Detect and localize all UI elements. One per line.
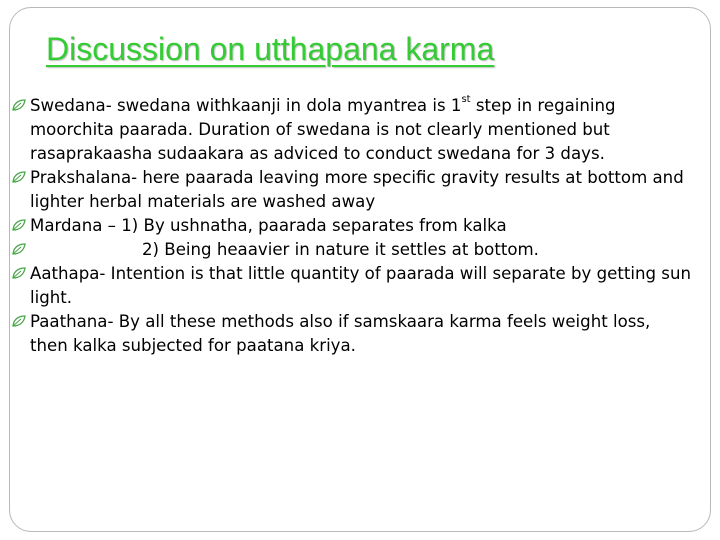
slide-title: Discussion on utthapana karma [46,31,495,67]
leaf-bullet-icon [12,262,30,286]
leaf-bullet-icon [12,214,30,238]
bullet-item-mardana-continued [12,238,692,262]
bullet-text-paathana: Paathana- By all these methods also if samskaara karma feels weight loss, then kalka subjected for paatana kriya. [30,312,651,355]
bullet-text-swedana-part1: Swedana- swedana withkaanji in dola myantrea is 1 [30,96,462,115]
leaf-bullet-icon [12,166,30,190]
leaf-bullet-icon [12,238,30,262]
bullet-item-aathapa [12,262,692,310]
bullet-text-mardana: Mardana – 1) By ushnatha, paarada separates from kalka [30,216,507,235]
bullet-list [12,94,692,358]
bullet-text-aathapa: Aathapa- Intention is that little quantity of paarada will separate by getting sun light. [30,264,691,307]
bullet-text-swedana-part2: step in regaining moorchita paarada. Duration of swedana is not clearly mentioned but rasaprakaasha sudaakara as adviced to conduct swedana for 3 days. [30,96,616,163]
bullet-text-swedana-superscript: st [461,94,471,106]
bullet-item-paathana [12,310,692,358]
bullet-item-swedana [12,94,692,166]
leaf-bullet-icon [12,94,30,118]
bullet-text-mardana-continued: 2) Being heaavier in nature it settles at bottom. [142,240,539,259]
bullet-text-prakshalana: Prakshalana- here paarada leaving more specific gravity results at bottom and lighter herbal materials are washed away [30,168,684,211]
bullet-item-prakshalana [12,166,692,214]
bullet-item-mardana [12,214,692,238]
leaf-bullet-icon [12,310,30,334]
